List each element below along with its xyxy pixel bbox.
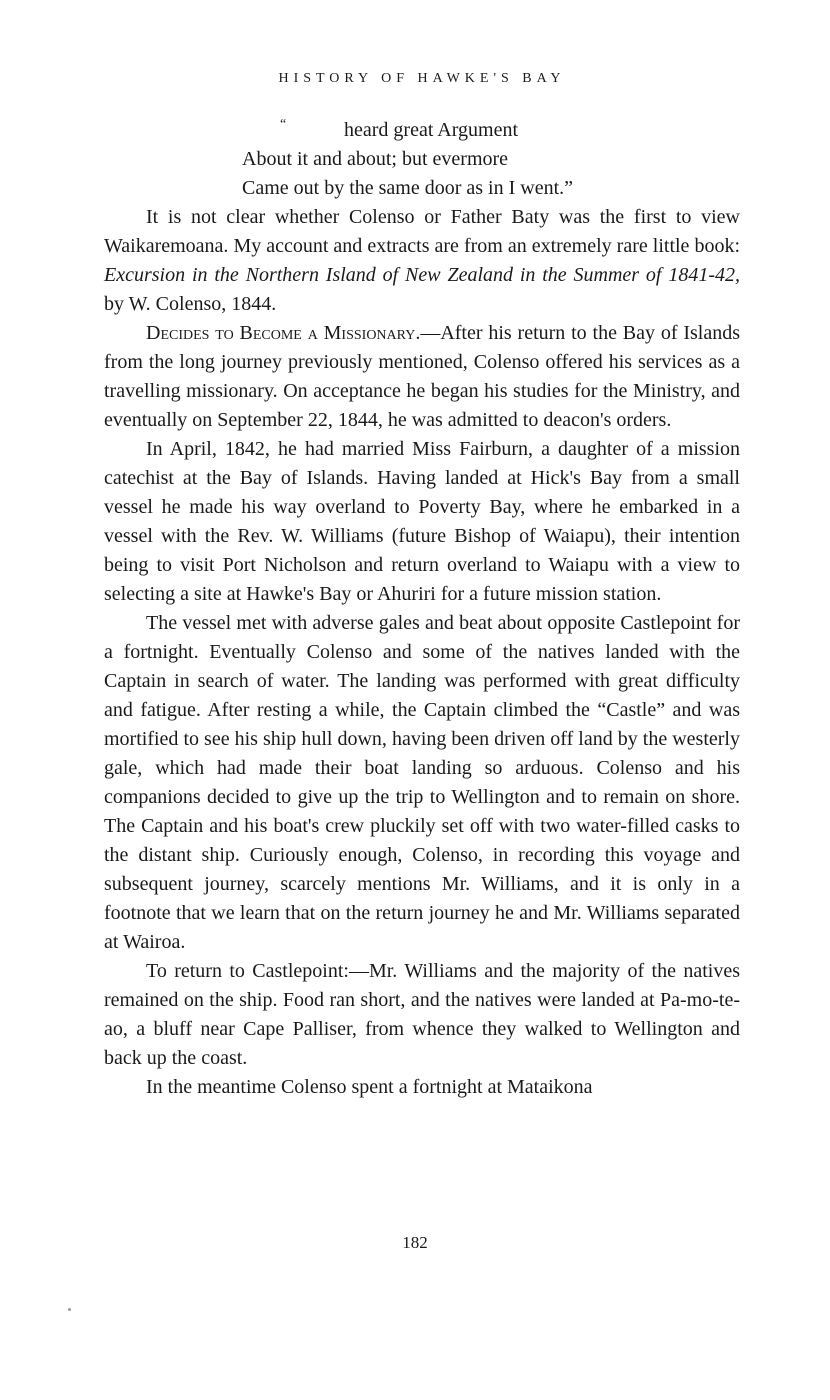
paragraph-4: The vessel met with adverse gales and beat about opposite Castlepoint for a fortnight. Eventually Colenso and some of the natives landed with the Captain in search of water. The landing was performed with great difficulty and fatigue. After resting a while, the Captain climbed the “Castle” and was mortified to see his ship hull down, having been driven off land by the westerly gale, which had made their boat landing so arduous. Colenso and his companions decided to give up the trip to Wellington and to remain on shore. The Captain and his boat's crew pluckily set off with two water-filled casks to the distant ship. Curiously enough, Colenso, in recording this voyage and subsequent journey, scarcely mentions Mr. Williams, and it is only in a footnote that we learn that on the return journey he and Mr. Williams separated at Wairoa.	[104, 612, 740, 953]
section-heading: Decides to Become a Missionary.	[146, 322, 421, 344]
paragraph-1-text-b: by W. Colenso, 1844.	[104, 293, 277, 315]
verse-line-3: Came out by the same door as in I went.”	[242, 177, 574, 199]
running-head: HISTORY OF HAWKE'S BAY	[278, 71, 566, 86]
scan-speck	[68, 1308, 71, 1311]
paragraph-3: In April, 1842, he had married Miss Fairburn, a daughter of a mission catechist at the Bay of Islands. Having landed at Hick's Bay from a small vessel he made his way overland to Poverty Bay, where he embarked in a vessel with the Rev. W. Williams (future Bishop of Waiapu), their intention being to visit Port Nicholson and return overland to Waiapu with a view to selecting a site at Hawke's Bay or Ahuriri for a future mission station.	[104, 438, 740, 605]
paragraph-5: To return to Castlepoint:—Mr. Williams and the majority of the natives remained on the ship. Food ran short, and the natives were landed at Pa-mo-te-ao, a bluff near Cape Palliser, from whence they walked to Wellington and back up the coast.	[104, 960, 740, 1069]
paragraph-2-text: —After his return to the Bay of Islands from the long journey previously mentioned, Colenso offered his services as a travelling missionary. On acceptance he began his studies for the Ministry, and eventually on September 22, 1844, he was admitted to deacon's orders.	[104, 322, 740, 431]
page-body	[104, 70, 740, 1102]
verse-line-1-text: heard great Argument	[344, 119, 519, 141]
paragraph-1-text-a: It is not clear whether Colenso or Father Baty was the first to view Waikaremoana. My account and extracts are from an extremely rare little book:	[104, 206, 740, 257]
verse-quotation	[104, 116, 740, 203]
paragraph-2	[104, 319, 740, 435]
paragraph-1	[104, 203, 740, 319]
paragraph-6: In the meantime Colenso spent a fortnight at Mataikona	[146, 1076, 593, 1098]
page-number: 182	[402, 1233, 428, 1252]
book-title: Excursion in the Northern Island of New Zealand in the Summer of 1841-42,	[104, 264, 740, 286]
verse-open-quote: “	[280, 117, 287, 132]
verse-line-1	[104, 116, 740, 145]
verse-line-2: About it and about; but evermore	[242, 148, 509, 170]
